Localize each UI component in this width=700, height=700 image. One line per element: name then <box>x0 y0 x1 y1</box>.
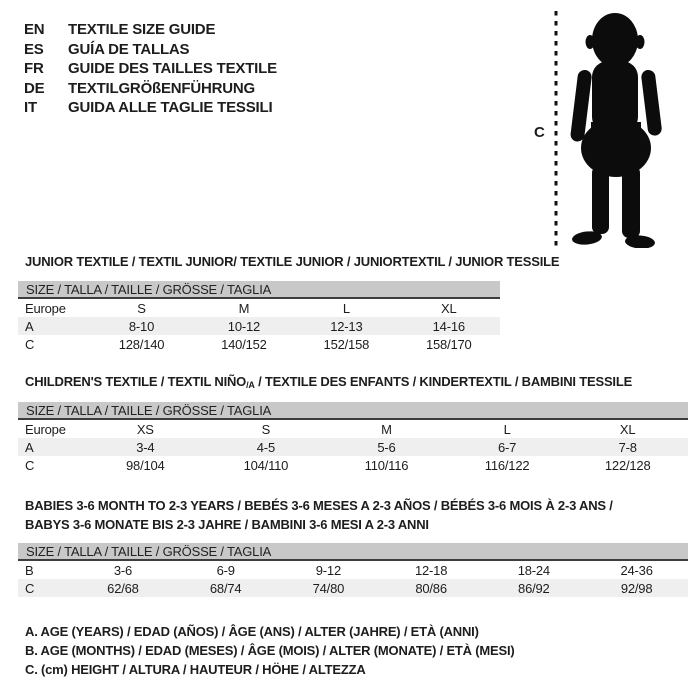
junior-section-title: JUNIOR TEXTILE / TEXTIL JUNIOR/ TEXTILE JUNIOR / JUNIORTEXTIL / JUNIOR TESSILE <box>25 254 560 269</box>
legend-line-a: A. AGE (YEARS) / EDAD (AÑOS) / ÂGE (ANS) / ALTER (JAHRE) / ETÀ (ANNI) <box>25 624 479 639</box>
size-cell: 12-13 <box>330 318 363 334</box>
size-cell: 158/170 <box>425 336 472 352</box>
size-cell: L <box>503 421 511 437</box>
size-cell: 5-6 <box>377 439 396 455</box>
row-label: Europe <box>25 421 66 437</box>
lang-text: GUIDA ALLE TAGLIE TESSILI <box>68 99 273 116</box>
table-row-months <box>18 561 688 579</box>
table-row-europe <box>18 420 688 438</box>
lang-row-es <box>24 40 277 60</box>
size-cell: 98/104 <box>126 457 165 473</box>
size-cell: 4-5 <box>256 439 275 455</box>
table-row-height <box>18 456 688 474</box>
size-cell: 24-36 <box>620 562 653 578</box>
lang-row-en <box>24 20 277 40</box>
size-cell: 110/116 <box>364 457 409 473</box>
row-label: C <box>25 457 35 473</box>
height-figure <box>530 8 700 248</box>
lang-code: IT <box>24 99 37 116</box>
size-header-bar: SIZE / TALLA / TAILLE / GRÖSSE / TAGLIA <box>18 281 500 299</box>
children-title-sub: /A <box>246 380 255 390</box>
size-cell: 80/86 <box>415 580 447 596</box>
size-cell: S <box>137 300 146 316</box>
size-cell: 152/158 <box>323 336 370 352</box>
row-label: Europe <box>25 300 66 316</box>
size-cell: 18-24 <box>517 562 550 578</box>
size-cell: L <box>342 300 350 316</box>
lang-text: TEXTILE SIZE GUIDE <box>68 21 216 38</box>
size-cell: 10-12 <box>227 318 261 334</box>
table-row-age <box>18 317 500 335</box>
junior-size-table <box>18 281 500 353</box>
size-cell: 14-16 <box>432 318 465 334</box>
legend <box>25 622 515 679</box>
table-row-height <box>18 335 500 353</box>
row-label: A <box>25 439 34 455</box>
children-size-table <box>18 402 688 474</box>
size-cell: 12-18 <box>414 562 448 578</box>
size-cell: 8-10 <box>128 318 155 334</box>
babies-section-title <box>25 496 613 534</box>
row-label: A <box>25 318 34 334</box>
size-cell: 68/74 <box>209 580 242 596</box>
babies-table <box>18 561 688 597</box>
lang-code: EN <box>24 21 45 38</box>
size-cell: XL <box>441 300 457 316</box>
size-cell: M <box>381 421 392 437</box>
children-title-pre: CHILDREN'S TEXTILE / TEXTIL NIÑO <box>25 374 247 389</box>
lang-text: GUÍA DE TALLAS <box>68 40 190 58</box>
table-row-age <box>18 438 688 456</box>
size-cell: 3-4 <box>136 439 155 455</box>
size-cell: XL <box>619 421 636 437</box>
size-header-bar: SIZE / TALLA / TAILLE / GRÖSSE / TAGLIA <box>18 543 688 561</box>
size-cell: 104/110 <box>243 457 289 473</box>
size-cell: 3-6 <box>113 562 133 578</box>
lang-row-de <box>24 79 277 99</box>
lang-code: ES <box>24 40 44 58</box>
row-label: C <box>25 336 35 352</box>
size-header-bar: SIZE / TALLA / TAILLE / GRÖSSE / TAGLIA <box>18 402 688 420</box>
size-cell: 92/98 <box>620 580 653 596</box>
size-cell: 9-12 <box>315 562 341 578</box>
size-cell: 7-8 <box>618 439 637 455</box>
lang-row-it <box>24 98 277 118</box>
size-cell: 62/68 <box>107 580 139 596</box>
table-row-europe <box>18 299 500 317</box>
size-cell: 74/80 <box>312 580 345 596</box>
babies-title-line2: BABYS 3-6 MONATE BIS 2-3 JAHRE / BAMBINI 3-6 MESI A 2-3 ANNI <box>25 517 429 532</box>
size-cell: 86/92 <box>518 580 550 596</box>
size-cell: 116/122 <box>484 457 530 473</box>
size-cell: 6-7 <box>497 439 517 455</box>
children-table <box>18 420 688 474</box>
size-cell: XS <box>136 421 154 437</box>
size-cell: 140/152 <box>221 336 267 352</box>
legend-line-c: C. (cm) HEIGHT / ALTURA / HAUTEUR / HÖHE / ALTEZZA <box>25 662 366 677</box>
row-label: C <box>25 580 35 596</box>
junior-table <box>18 299 500 353</box>
size-cell: 128/140 <box>118 336 165 352</box>
lang-text: GUIDE DES TAILLES TEXTILE <box>68 60 277 77</box>
lang-code: DE <box>24 79 45 97</box>
table-row-height <box>18 579 688 597</box>
lang-text: TEXTILGRÖßENFÜHRUNG <box>68 79 256 97</box>
legend-line-b: B. AGE (MONTHS) / EDAD (MESES) / ÂGE (MOIS) / ALTER (MONATE) / ETÀ (MESI) <box>25 643 515 658</box>
row-label: B <box>25 562 34 578</box>
babies-title-line1: BABIES 3-6 MONTH TO 2-3 YEARS / BEBÉS 3-6 MESES A 2-3 AÑOS / BÉBÉS 3-6 MOIS À 2-3 ANS / <box>25 498 613 513</box>
c-dimension-label: C <box>534 124 545 141</box>
babies-size-table <box>18 543 688 597</box>
lang-row-fr <box>24 59 277 79</box>
size-cell: 6-9 <box>216 562 235 578</box>
size-cell: M <box>238 300 250 316</box>
language-list <box>24 20 277 118</box>
children-title-post: / TEXTILE DES ENFANTS / KINDERTEXTIL / BAMBINI TESSILE <box>254 374 633 389</box>
lang-code: FR <box>24 60 44 77</box>
size-cell: S <box>261 421 271 437</box>
children-section-title <box>25 372 632 395</box>
baby-silhouette <box>530 8 700 248</box>
size-cell: 122/128 <box>604 457 651 473</box>
